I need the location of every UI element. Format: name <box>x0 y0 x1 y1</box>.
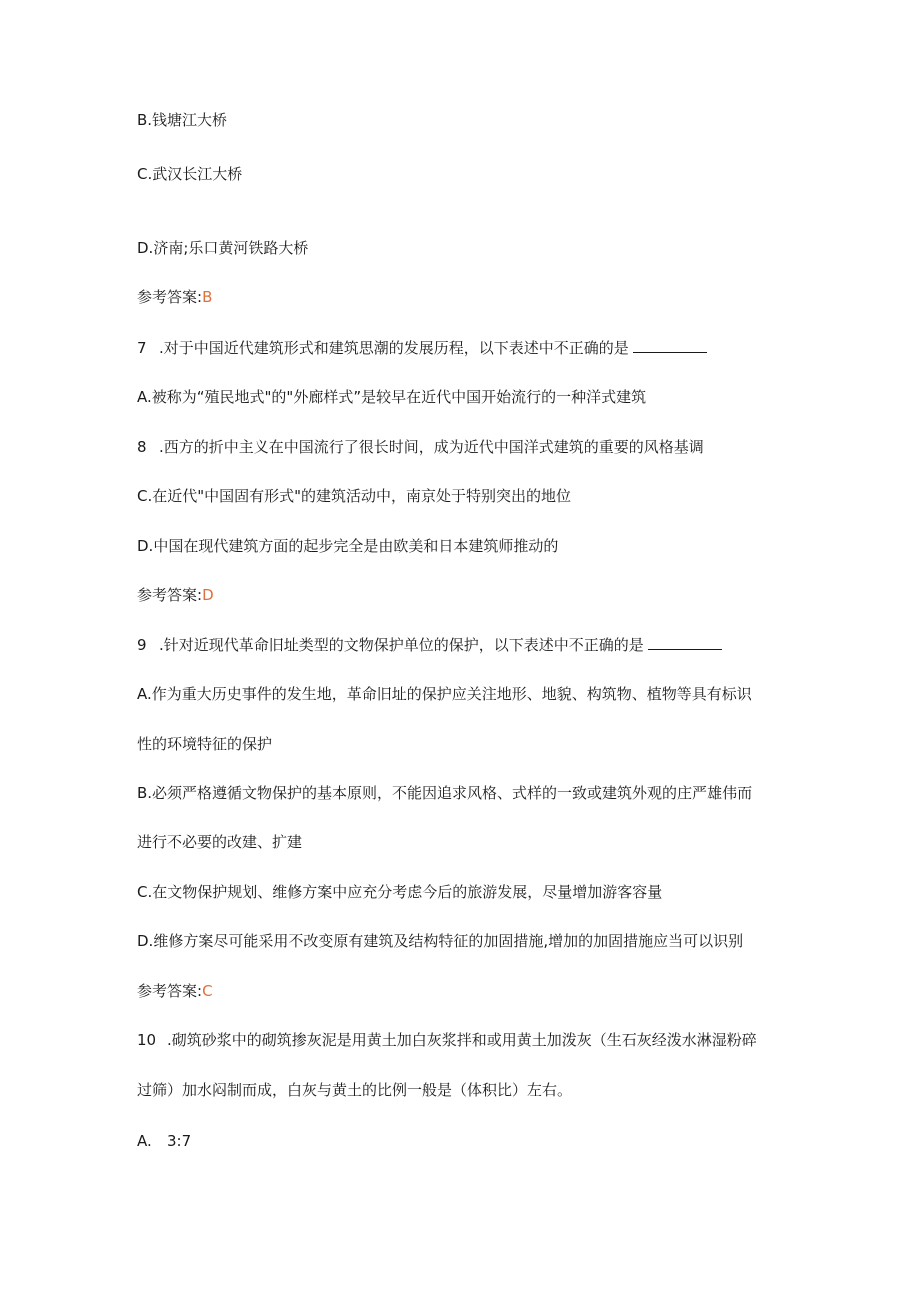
question-9-option-a <box>137 684 752 704</box>
question-text: .针对近现代革命旧址类型的文物保护单位的保护，以下表述中不正确的是 <box>159 636 644 654</box>
option-text: A.被称为“殖民地式"的"外廊样式”是较早在近代中国开始流行的一种洋式建筑 <box>137 388 647 406</box>
question-9-option-a-cont <box>137 734 272 754</box>
question-10-line <box>137 1030 757 1050</box>
answer-key: D <box>202 586 214 604</box>
answer-label: 参考答案: <box>137 586 203 604</box>
option-value: 3:7 <box>167 1132 192 1150</box>
question-7-option-c <box>137 486 571 506</box>
answer-key: C <box>202 982 213 1000</box>
question-text: .砌筑砂浆中的砌筑掺灰泥是用黄土加白灰浆拌和或用黄土加泼灰（生石灰经泼水淋湿粉碎 <box>167 1031 757 1049</box>
question-7-option-a <box>137 387 646 407</box>
option-d-line <box>137 238 308 258</box>
option-text: D.维修方案尽可能采用不改变原有建筑及结构特征的加固措施,增加的加固措施应当可以识别 <box>137 932 744 950</box>
option-text: C.在文物保护规划、维修方案中应充分考虑今后的旅游发展，尽量增加游客容量 <box>137 883 663 901</box>
option-text: C.在近代"中国固有形式"的建筑活动中，南京处于特别突出的地位 <box>137 487 572 505</box>
answer-line-6 <box>137 287 212 307</box>
option-text: 性的环境特征的保护 <box>137 735 273 753</box>
question-number: 9 <box>137 636 147 654</box>
question-7-line <box>137 338 707 358</box>
option-text: A.作为重大历史事件的发生地，革命旧址的保护应关注地形、地貌、构筑物、植物等具有标识 <box>137 685 752 703</box>
answer-label: 参考答案: <box>137 288 203 306</box>
answer-line-9 <box>137 981 213 1001</box>
question-number: 7 <box>137 339 147 357</box>
answer-blank <box>633 338 707 353</box>
option-text: D.济南;乐口黄河铁路大桥 <box>137 239 309 257</box>
option-b-line <box>137 110 227 130</box>
question-7-option-d <box>137 536 558 556</box>
option-text: C.武汉长江大桥 <box>137 165 243 183</box>
question-9-option-c <box>137 882 662 902</box>
option-text: D.中国在现代建筑方面的起步完全是由欧美和日本建筑师推动的 <box>137 537 559 555</box>
answer-key: B <box>202 288 213 306</box>
answer-blank <box>648 635 722 650</box>
question-9-line <box>137 635 722 655</box>
option-c-line <box>137 164 242 184</box>
question-number: 10 <box>137 1031 157 1049</box>
question-number: 8 <box>137 438 147 456</box>
question-9-option-b <box>137 783 752 803</box>
answer-label: 参考答案: <box>137 982 203 1000</box>
question-9-option-d <box>137 931 743 951</box>
question-text: .对于中国近代建筑形式和建筑思潮的发展历程，以下表述中不正确的是 <box>159 339 629 357</box>
question-8-line <box>137 437 704 457</box>
option-text: B.必须严格遵循文物保护的基本原则，不能因追求风格、式样的一致或建筑外观的庄严雄伟而 <box>137 784 753 802</box>
question-9-option-b-cont <box>137 832 302 852</box>
question-text: 过筛）加水闷制而成，白灰与黄土的比例一般是（体积比）左右。 <box>137 1081 573 1099</box>
question-text: .西方的折中主义在中国流行了很长时间，成为近代中国洋式建筑的重要的风格基调 <box>159 438 704 456</box>
answer-line-7 <box>137 585 214 605</box>
option-text: B.钱塘江大桥 <box>137 111 228 129</box>
question-10-line-cont <box>137 1080 572 1100</box>
question-10-option-a <box>137 1131 191 1151</box>
option-text: 进行不必要的改建、扩建 <box>137 833 303 851</box>
option-label: A. <box>137 1132 152 1150</box>
